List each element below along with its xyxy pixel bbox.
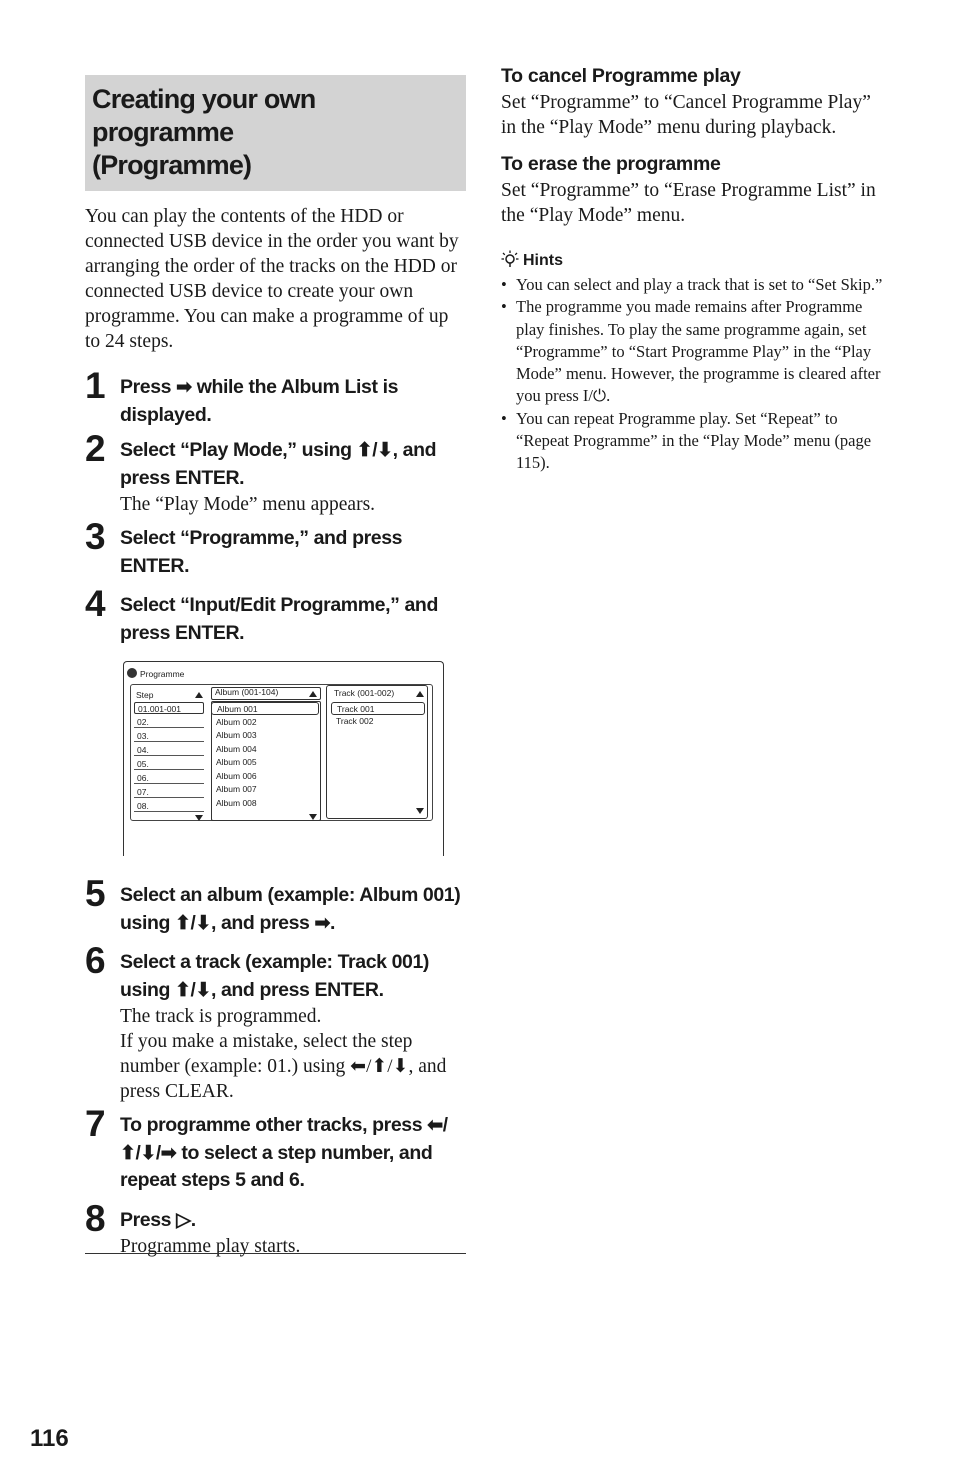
hints-heading <box>501 250 886 272</box>
hint-item: • You can select and play a track that is set to “Set Skip.” <box>501 274 886 296</box>
step-number: 6 <box>85 940 106 981</box>
step-row[interactable]: 06. <box>134 772 204 784</box>
right-arrow-icon: ➡ <box>176 377 192 398</box>
programme-screen-illustration <box>123 661 444 856</box>
right-arrow-icon: ➡ <box>314 912 331 934</box>
step-body: Programme play starts. <box>120 1236 301 1257</box>
step-row[interactable]: 04. <box>134 744 204 756</box>
step-heading: Select “Input/Edit Programme,” and press ENTER. <box>120 594 438 644</box>
track-column <box>326 685 428 819</box>
track-column-header: Track (001-002) <box>334 688 395 698</box>
disc-icon <box>127 668 137 678</box>
step-row[interactable]: 03. <box>134 730 204 742</box>
step-7 <box>85 1103 466 1195</box>
step-row[interactable]: 05. <box>134 758 204 770</box>
section-title <box>85 75 466 191</box>
scroll-down-icon <box>416 808 424 814</box>
album-row[interactable]: Album 001 <box>211 702 319 715</box>
step-heading: Select an album (example: Album 001) using ⬆/⬇, and press ➡. <box>120 884 461 934</box>
step-heading: Select a track (example: Track 001) using ⬆/⬇, and press ENTER. <box>120 951 430 1001</box>
step-number: 4 <box>85 583 106 624</box>
page-number: 116 <box>30 1425 69 1452</box>
scroll-up-icon <box>195 692 203 698</box>
arrow-keys-icon: ⬅/⬆/⬇ <box>350 1056 409 1077</box>
step-number: 1 <box>85 365 106 406</box>
section-title-line2: (Programme) <box>92 150 252 180</box>
album-row[interactable]: Album 002 <box>216 717 257 727</box>
step-number: 3 <box>85 516 106 557</box>
step-column <box>134 689 204 817</box>
hints-list <box>501 274 886 475</box>
step-heading: Select “Play Mode,” using ⬆/⬇, and press ENTER. <box>120 439 437 489</box>
album-row[interactable]: Album 005 <box>216 757 257 767</box>
scroll-up-icon <box>309 691 317 697</box>
left-column <box>85 75 466 1259</box>
up-down-arrow-icon: ⬆/⬇ <box>175 979 211 1001</box>
step-5 <box>85 873 466 937</box>
step-body: The track is programmed. <box>120 1006 322 1027</box>
step-column-header: Step <box>136 690 154 700</box>
right-column <box>501 62 886 475</box>
step-row[interactable]: 07. <box>134 786 204 798</box>
album-row[interactable]: Album 007 <box>216 784 257 794</box>
hint-item: • You can repeat Programme play. Set “Repeat” to “Repeat Programme” in the “Play Mode” menu (page 115). <box>501 408 886 475</box>
step-body: If you make a mistake, select the step number (example: 01.) using ⬅/⬆/⬇, and press CLEAR. <box>120 1031 447 1102</box>
step-8 <box>85 1197 466 1260</box>
section-divider <box>85 1253 466 1254</box>
album-row[interactable]: Album 008 <box>216 798 257 808</box>
step-number: 8 <box>85 1197 106 1239</box>
step-2 <box>85 428 466 517</box>
up-down-arrow-icon: ⬆/⬇ <box>356 440 393 461</box>
section-title-line1: Creating your own programme <box>92 84 316 147</box>
album-row[interactable]: Album 004 <box>216 744 257 754</box>
power-icon: I/⏻ <box>582 386 607 406</box>
arrow-keys-icon: ⬅/⬆/⬇/➡ <box>120 1115 448 1164</box>
album-column-header: Album (001-104) <box>215 687 279 697</box>
step-number: 2 <box>85 428 106 469</box>
step-number: 5 <box>85 873 106 914</box>
step-1 <box>85 365 466 429</box>
hints-title: Hints <box>523 252 563 269</box>
play-icon: ▷ <box>176 1208 191 1231</box>
hint-item: • The programme you made remains after Programme play finishes. To play the same programme again, set “Programme” to “Start Programme Play” in the “Play Mode” menu. However, the programme is cleared after you press I/⏻. <box>501 296 886 407</box>
up-down-arrow-icon: ⬆/⬇ <box>175 912 211 934</box>
step-4 <box>85 583 466 856</box>
step-3 <box>85 516 466 580</box>
step-row[interactable]: 08. <box>134 800 204 812</box>
track-row[interactable]: Track 001 <box>331 702 425 715</box>
screen-title: Programme <box>140 669 185 679</box>
erase-programme-body: Set “Programme” to “Erase Programme List” in the “Play Mode” menu. <box>501 180 876 226</box>
scroll-down-icon <box>195 815 203 821</box>
intro-paragraph: You can play the contents of the HDD or connected USB device in the order you want by arranging the order of the tracks on the HDD or connected USB device to create your own programme. You can make a programme of up to 24 steps. <box>85 206 459 352</box>
lightbulb-icon <box>501 250 519 268</box>
step-number: 7 <box>85 1103 106 1144</box>
cancel-programme-body: Set “Programme” to “Cancel Programme Play” in the “Play Mode” menu during playback. <box>501 92 871 138</box>
album-column <box>211 687 319 815</box>
step-heading: To programme other tracks, press ⬅/⬆/⬇/➡ to select a step number, and repeat steps 5 and 6. <box>120 1114 448 1191</box>
step-heading: Press ▷. <box>120 1208 196 1231</box>
step-body: The “Play Mode” menu appears. <box>120 494 376 515</box>
screen-panel <box>130 684 433 821</box>
scroll-down-icon <box>309 814 317 820</box>
step-row[interactable]: 02. <box>134 716 204 728</box>
step-row[interactable]: 01.001-001 <box>134 702 204 714</box>
album-row[interactable]: Album 003 <box>216 730 257 740</box>
track-row[interactable]: Track 002 <box>336 716 374 726</box>
cancel-programme-heading: To cancel Programme play <box>501 65 741 87</box>
scroll-up-icon <box>416 691 424 697</box>
step-6 <box>85 940 466 1104</box>
erase-programme-heading: To erase the programme <box>501 153 721 175</box>
album-row[interactable]: Album 006 <box>216 771 257 781</box>
step-heading: Press ➡ while the Album List is displayed. <box>120 376 399 426</box>
step-heading: Select “Programme,” and press ENTER. <box>120 527 403 577</box>
